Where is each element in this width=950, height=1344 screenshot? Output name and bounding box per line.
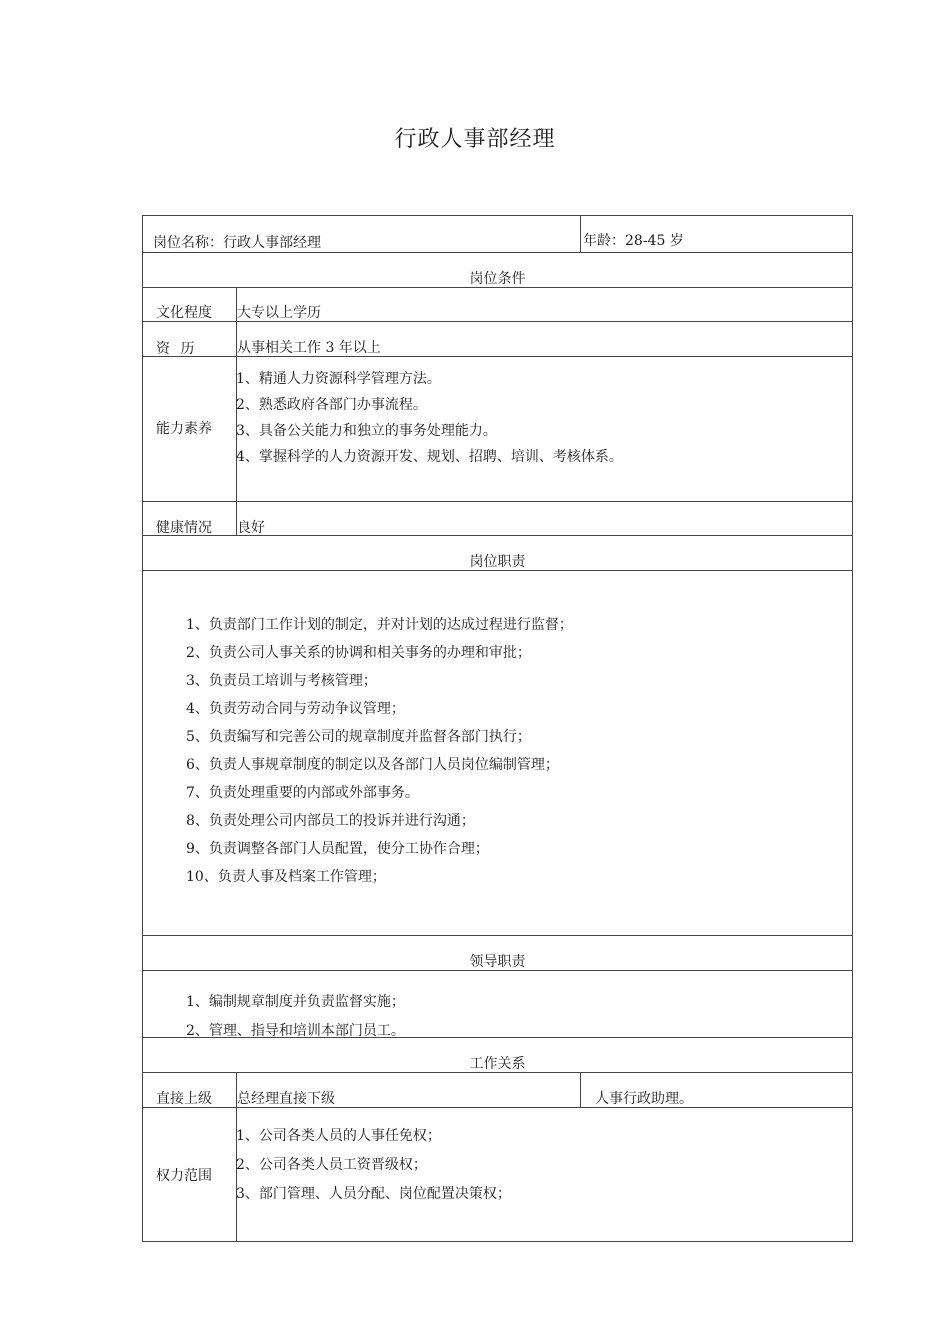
list-item: 4、负责劳动合同与劳动争议管理； [186, 701, 405, 717]
list-item: 2、熟悉政府各部门办事流程。 [236, 397, 427, 413]
leadership-row [143, 970, 852, 1037]
section-title: 领导职责 [469, 954, 526, 970]
list-item: 1、精通人力资源科学管理方法。 [236, 371, 441, 387]
ability-label: 能力素养 [156, 421, 212, 437]
experience-label: 资 历 [156, 341, 195, 356]
page-title: 行政人事部经理 [394, 127, 556, 152]
list-item: 3、部门管理、人员分配、岗位配置决策权； [236, 1186, 511, 1202]
list-item: 2、公司各类人员工资晋级权； [236, 1157, 427, 1173]
authority-label: 权力范围 [156, 1168, 212, 1184]
divider [580, 216, 581, 252]
section-header-relations [143, 1037, 852, 1072]
health-value: 良好 [237, 520, 265, 535]
divider [580, 1072, 581, 1107]
section-title: 岗位职责 [469, 554, 526, 570]
section-header-leadership [143, 935, 852, 970]
experience-value: 从事相关工作 3 年以上 [237, 340, 381, 356]
health-label: 健康情况 [156, 520, 212, 535]
ability-row [143, 356, 852, 501]
education-label: 文化程度 [156, 305, 212, 321]
age-label: 年龄： [583, 233, 625, 249]
experience-row [143, 321, 852, 356]
subordinate-value: 人事行政助理。 [595, 1091, 693, 1107]
ability-list [236, 366, 623, 470]
authority-row [143, 1107, 852, 1241]
list-item: 3、具备公关能力和独立的事务处理能力。 [236, 423, 497, 439]
section-title: 工作关系 [469, 1056, 526, 1072]
post-value: 行政人事部经理 [223, 235, 321, 251]
health-row [143, 501, 852, 535]
post-row [143, 216, 852, 252]
list-item: 10、负责人事及档案工作管理； [186, 869, 386, 885]
list-item: 8、负责处理公司内部员工的投诉并进行沟通； [186, 813, 475, 829]
relation-label: 直接上级 [156, 1091, 212, 1107]
post-label: 岗位名称： [153, 235, 223, 251]
list-item: 1、负责部门工作计划的制定，并对计划的达成过程进行监督； [186, 617, 573, 633]
list-item: 4、掌握科学的人力资源开发、规划、招聘、培训、考核体系。 [236, 449, 623, 465]
duties-list [186, 611, 573, 891]
list-item: 5、负责编写和完善公司的规章制度并监督各部门执行； [186, 729, 531, 745]
list-item: 6、负责人事规章制度的制定以及各部门人员岗位编制管理； [186, 757, 559, 773]
section-header-conditions [143, 252, 852, 287]
section-title: 岗位条件 [469, 271, 526, 287]
superior-value: 总经理直接下级 [237, 1091, 335, 1107]
authority-list [236, 1122, 511, 1209]
section-header-duties [143, 535, 852, 570]
relation-row [143, 1072, 852, 1107]
list-item: 2、负责公司人事关系的协调和相关事务的办理和审批； [186, 645, 531, 661]
list-item: 9、负责调整各部门人员配置，使分工协作合理； [186, 841, 489, 857]
divider [236, 1072, 237, 1241]
list-item: 2、管理、指导和培训本部门员工。 [186, 1023, 405, 1037]
education-value: 大专以上学历 [237, 305, 321, 321]
list-item: 1、编制规章制度并负责监督实施； [186, 994, 405, 1010]
education-row [143, 287, 852, 321]
list-item: 1、公司各类人员的人事任免权； [236, 1128, 441, 1144]
duties-row [143, 570, 852, 935]
list-item: 7、负责处理重要的内部或外部事务。 [186, 785, 419, 801]
leadership-list [186, 988, 405, 1037]
divider [236, 287, 237, 535]
age-value: 28-45 岁 [625, 233, 684, 249]
job-description-table [142, 215, 853, 1242]
list-item: 3、负责员工培训与考核管理； [186, 673, 377, 689]
